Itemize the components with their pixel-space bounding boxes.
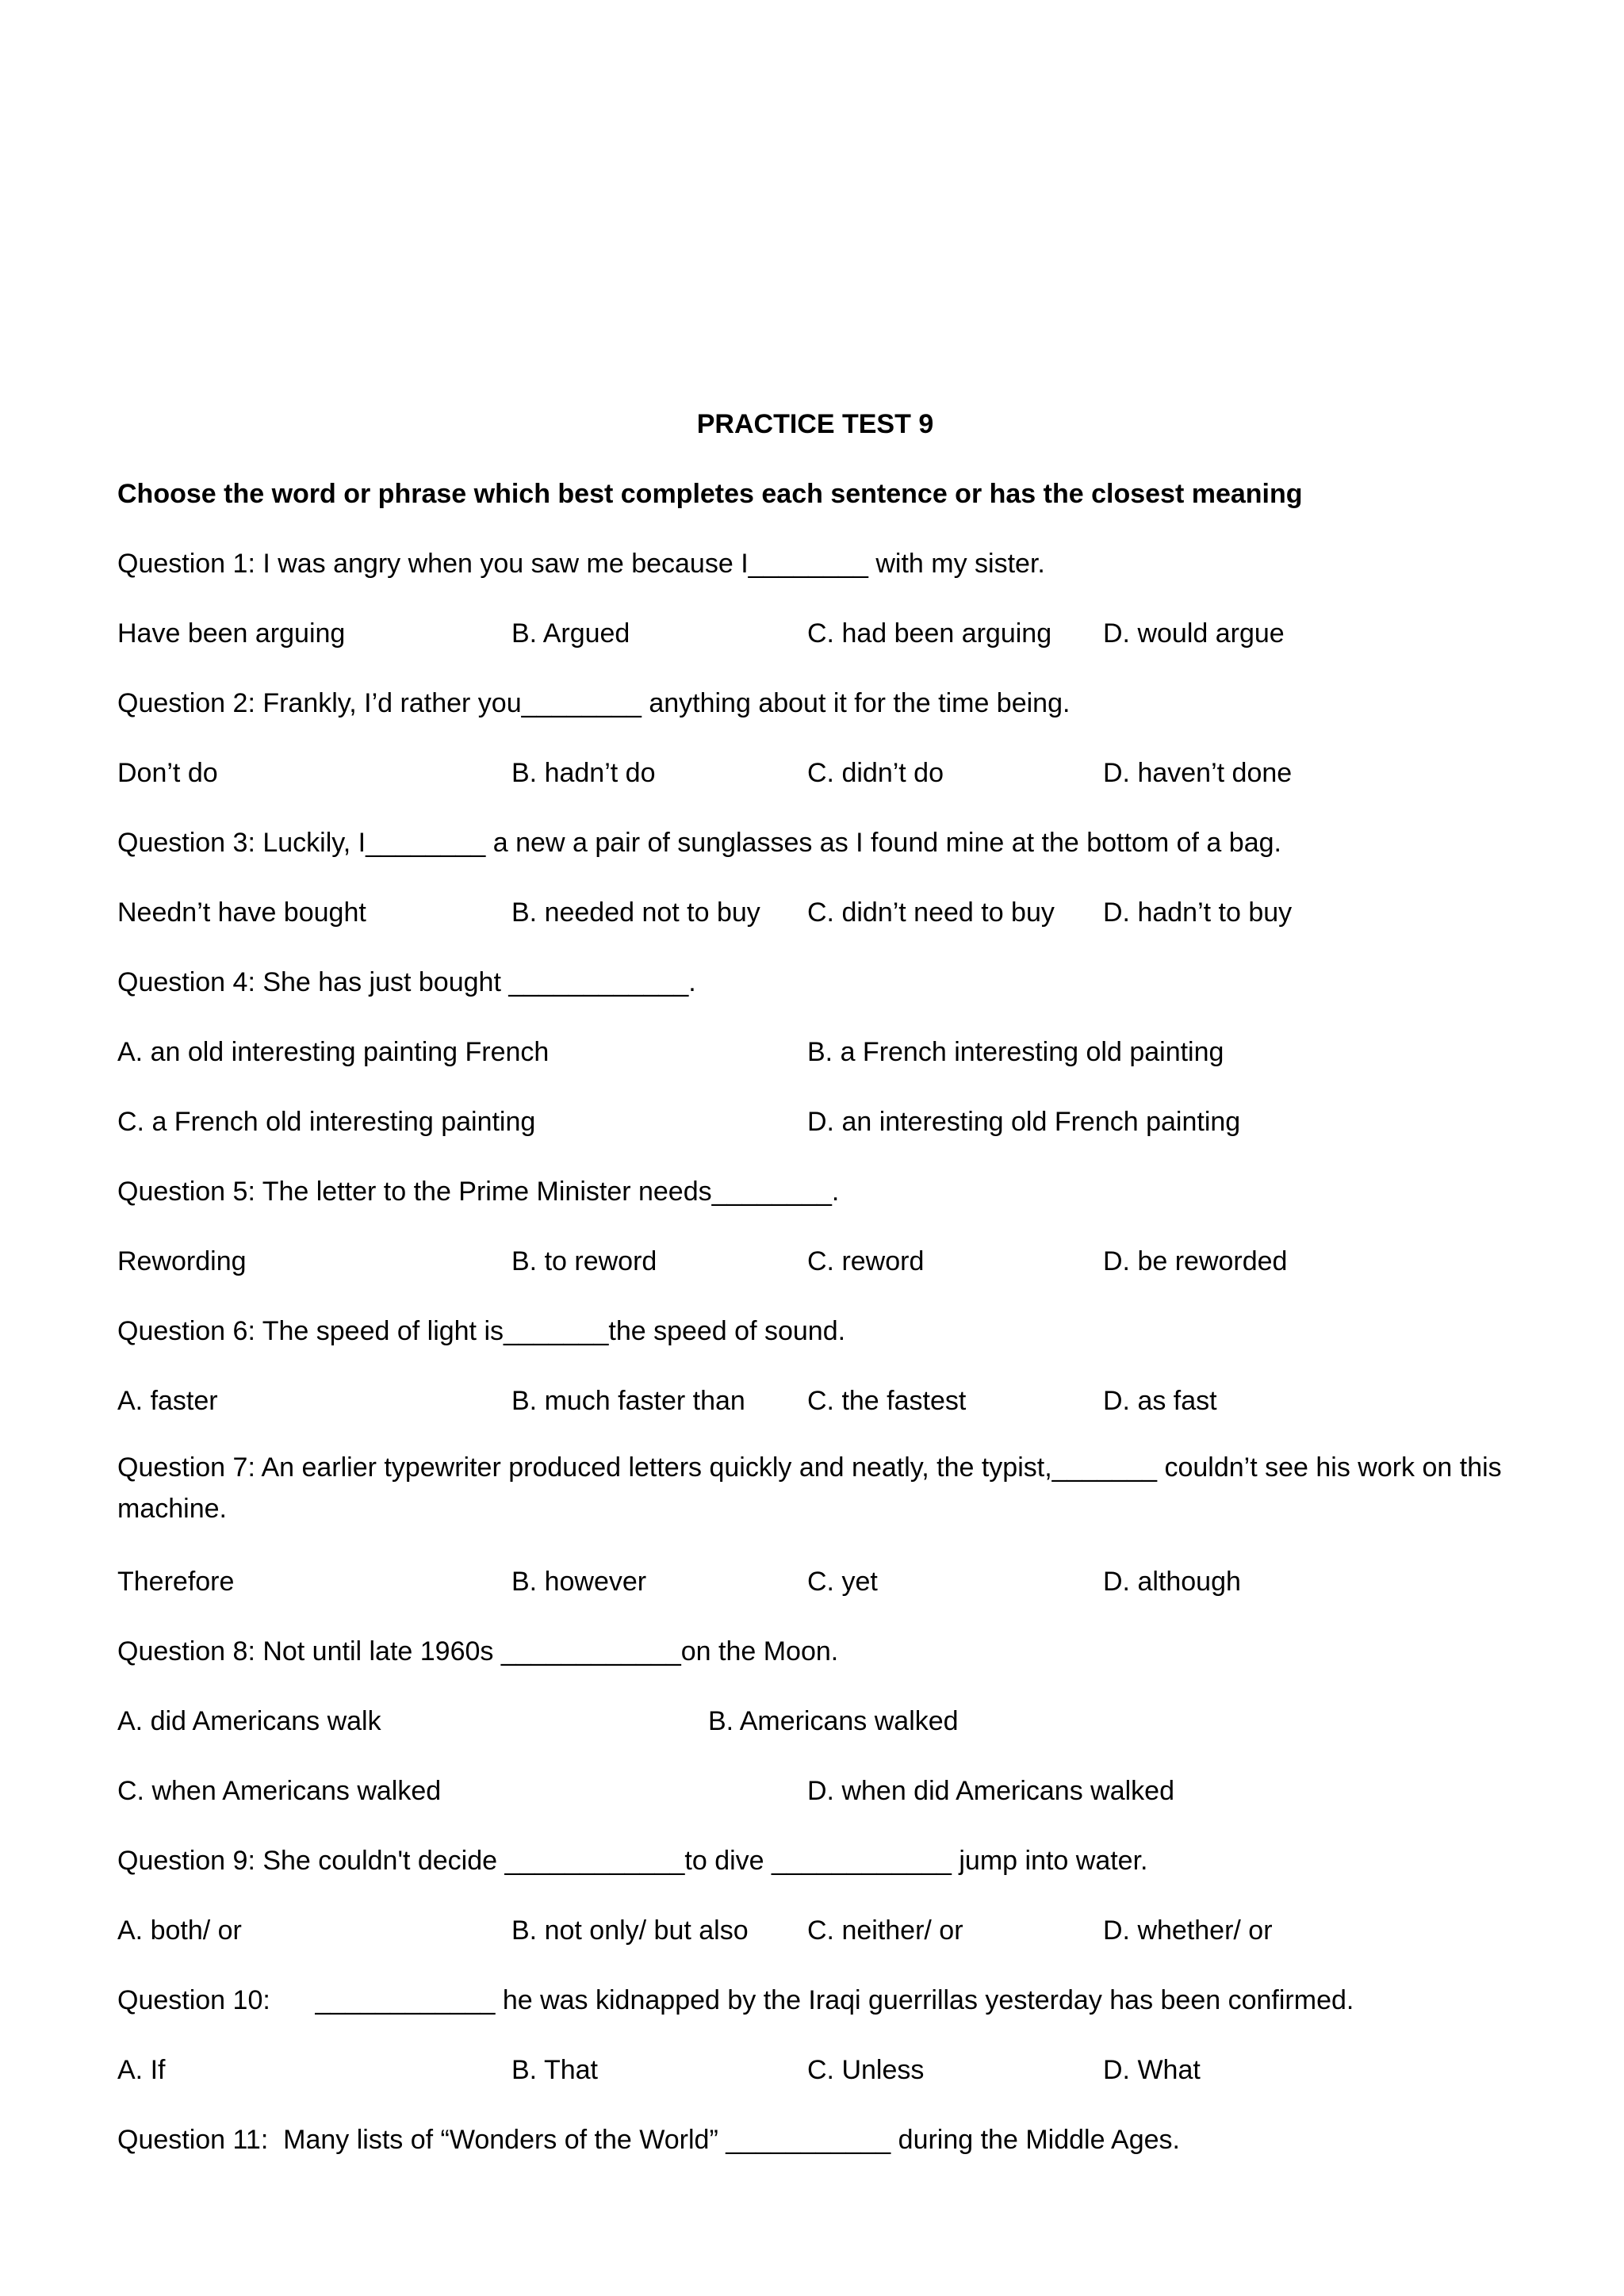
options-2: [117, 749, 1513, 819]
options-1: [117, 610, 1513, 679]
options-6: [117, 1377, 1513, 1447]
question-4: Question 4: She has just bought ____________.: [117, 967, 696, 997]
option-a: Needn’t have bought: [117, 897, 366, 928]
question-8: Question 8: Not until late 1960s ____________on the Moon.: [117, 1636, 839, 1667]
options-4-row-1: [117, 1028, 1513, 1098]
option-b: B. a French interesting old painting: [807, 1037, 1224, 1067]
option-c: C. had been arguing: [807, 618, 1052, 649]
option-a: Therefore: [117, 1567, 235, 1597]
options-5: [117, 1238, 1513, 1307]
options-4-row-2: [117, 1098, 1513, 1168]
option-c: C. reword: [807, 1246, 925, 1276]
option-b: B. Argued: [511, 618, 630, 649]
option-a: A. an old interesting painting French: [117, 1037, 550, 1067]
option-a: A. faster: [117, 1386, 218, 1416]
option-b: B. needed not to buy: [511, 897, 760, 928]
options-8-row-2: [117, 1767, 1513, 1837]
question-7: Question 7: An earlier typewriter produced letters quickly and neatly, the typist,_______ couldn’t see his work on this machine.: [117, 1452, 1510, 1524]
option-b: B. to reword: [511, 1246, 657, 1276]
document-page: [117, 400, 1513, 2186]
option-d: D. hadn’t to buy: [1103, 897, 1293, 928]
option-c: C. the fastest: [807, 1386, 967, 1416]
option-c: C. yet: [807, 1567, 878, 1597]
option-d: D. when did Americans walked: [807, 1776, 1175, 1806]
question-10: Question 10: ____________ he was kidnapped by the Iraqi guerrillas yesterday has been confirmed.: [117, 1985, 1354, 2015]
question-3: Question 3: Luckily, I________ a new a pair of sunglasses as I found mine at the bottom of a bag.: [117, 828, 1281, 858]
question-5: Question 5: The letter to the Prime Minister needs________.: [117, 1177, 840, 1207]
option-c: C. didn’t do: [807, 758, 944, 788]
question-11: Question 11: Many lists of “Wonders of the World” ___________ during the Middle Ages.: [117, 2125, 1180, 2155]
option-a: Rewording: [117, 1246, 247, 1276]
test-title: PRACTICE TEST 9: [696, 409, 934, 439]
question-2: Question 2: Frankly, I’d rather you________ anything about it for the time being.: [117, 688, 1071, 718]
option-c: C. didn’t need to buy: [807, 897, 1055, 928]
option-c: C. a French old interesting painting: [117, 1107, 536, 1137]
instructions: Choose the word or phrase which best completes each sentence or has the closest meaning: [117, 479, 1303, 509]
question-1: Question 1: I was angry when you saw me because I________ with my sister.: [117, 549, 1045, 579]
option-b: B. hadn’t do: [511, 758, 656, 788]
options-10: [117, 2046, 1513, 2116]
option-d: D. although: [1103, 1567, 1241, 1597]
option-a: A. did Americans walk: [117, 1706, 381, 1736]
option-d: D. would argue: [1103, 618, 1285, 649]
option-d: D. whether/ or: [1103, 1915, 1273, 1946]
options-3: [117, 889, 1513, 959]
option-d: D. haven’t done: [1103, 758, 1293, 788]
options-8-row-1: [117, 1697, 1513, 1767]
option-d: D. What: [1103, 2055, 1201, 2085]
option-c: C. when Americans walked: [117, 1776, 442, 1806]
options-9: [117, 1907, 1513, 1976]
option-c: C. Unless: [807, 2055, 925, 2085]
option-b: B. That: [511, 2055, 598, 2085]
question-9: Question 9: She couldn't decide ____________to dive ____________ jump into water.: [117, 1846, 1148, 1876]
option-a: A. If: [117, 2055, 166, 2085]
option-c: C. neither/ or: [807, 1915, 963, 1946]
option-a: Don’t do: [117, 758, 218, 788]
option-d: D. as fast: [1103, 1386, 1217, 1416]
option-b: B. however: [511, 1567, 647, 1597]
option-b: B. Americans walked: [708, 1706, 959, 1736]
question-6: Question 6: The speed of light is_______the speed of sound.: [117, 1316, 846, 1346]
option-a: A. both/ or: [117, 1915, 242, 1946]
options-7: [117, 1558, 1513, 1628]
option-b: B. much faster than: [511, 1386, 745, 1416]
option-d: D. be reworded: [1103, 1246, 1288, 1276]
option-b: B. not only/ but also: [511, 1915, 749, 1946]
option-a: Have been arguing: [117, 618, 346, 649]
option-d: D. an interesting old French painting: [807, 1107, 1241, 1137]
